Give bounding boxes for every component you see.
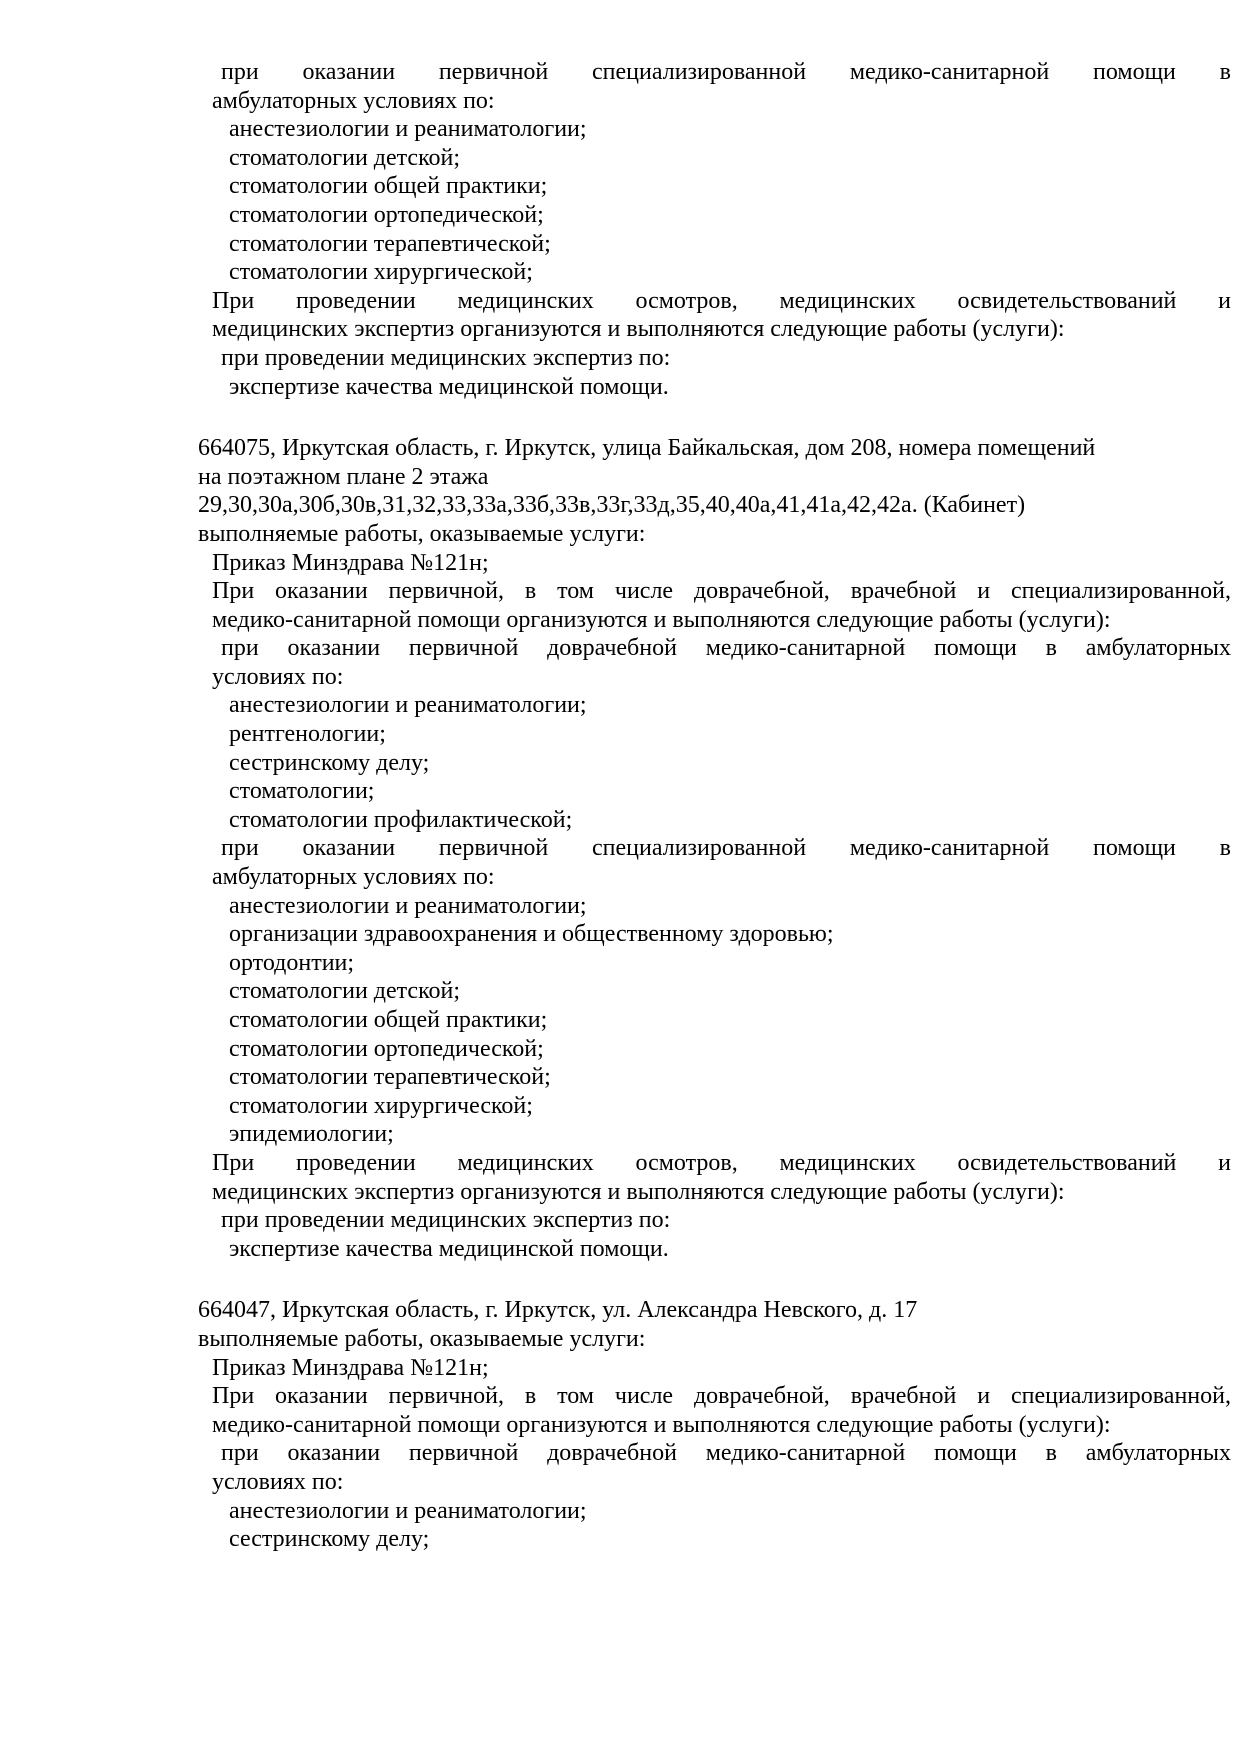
text-line: стоматологии общей практики;: [229, 1007, 548, 1033]
text-line: ортодонтии;: [229, 949, 355, 976]
text-line: 664047, Иркутская область, г. Иркутск, ул. Александра Невского, д. 17: [198, 1297, 918, 1324]
text-line: сестринскому делу;: [229, 749, 430, 776]
text-line: на поэтажном плане 2 этажа: [198, 463, 489, 490]
text-line: рентгенологии;: [229, 721, 386, 748]
text-line: стоматологии детской;: [229, 144, 461, 171]
text-line: при оказании первичной доврачебной медико-санитарной помощи в амбулаторных: [221, 635, 1231, 662]
text-line: анестезиологии и реаниматологии;: [229, 1497, 587, 1524]
text-line: амбулаторных условиях по:: [212, 87, 495, 114]
text-line: стоматологии;: [229, 778, 375, 805]
text-line: стоматологии профилактической;: [229, 806, 573, 833]
text-line: Приказ Минздрава №121н;: [212, 549, 489, 576]
text-line: стоматологии хирургической;: [229, 259, 533, 286]
text-line: При проведении медицинских осмотров, медицинских освидетельствований и: [212, 287, 1231, 314]
text-line: стоматологии хирургической;: [229, 1092, 533, 1119]
text-line: амбулаторных условиях по:: [212, 864, 495, 891]
text-line: медико-санитарной помощи организуются и выполняются следующие работы (услуги):: [212, 1411, 1111, 1438]
text-line: медицинских экспертиз организуются и выполняются следующие работы (услуги):: [212, 1178, 1065, 1205]
text-line: при проведении медицинских экспертиз по:: [221, 344, 671, 371]
section-address-664075: [198, 434, 1231, 1263]
text-line: 664075, Иркутская область, г. Иркутск, улица Байкальская, дом 208, номера помещений: [198, 435, 1096, 462]
text-line: сестринскому делу;: [229, 1526, 430, 1553]
text-line: условиях по:: [212, 663, 344, 690]
license-services-text: [198, 0, 1231, 1554]
text-line: при оказании первичной специализированной медико-санитарной помощи в: [221, 835, 1231, 862]
text-line: стоматологии ортопедической;: [229, 201, 544, 228]
text-line: При оказании первичной, в том числе доврачебной, врачебной и специализированной,: [212, 1383, 1231, 1410]
text-line: стоматологии терапевтической;: [229, 230, 551, 257]
text-line: при оказании первичной специализированной медико-санитарной помощи в: [221, 59, 1231, 85]
text-line: стоматологии детской;: [229, 978, 461, 1005]
text-line: условиях по:: [212, 1468, 344, 1495]
text-line: анестезиологии и реаниматологии;: [229, 116, 587, 143]
text-line: экспертизе качества медицинской помощи.: [229, 373, 669, 400]
text-line: стоматологии общей практики;: [229, 173, 548, 200]
section-continued-services: [198, 58, 1231, 401]
text-line: организации здравоохранения и общественному здоровью;: [229, 921, 834, 948]
text-line: эпидемиологии;: [229, 1121, 394, 1148]
text-line: стоматологии ортопедической;: [229, 1035, 544, 1062]
text-line: анестезиологии и реаниматологии;: [229, 892, 587, 919]
text-line: Приказ Минздрава №121н;: [212, 1354, 489, 1381]
text-line: экспертизе качества медицинской помощи.: [229, 1235, 669, 1262]
text-line: при оказании первичной доврачебной медико-санитарной помощи в амбулаторных: [221, 1440, 1231, 1467]
text-line: выполняемые работы, оказываемые услуги:: [198, 1325, 646, 1352]
text-line: выполняемые работы, оказываемые услуги:: [198, 520, 646, 547]
text-line: при проведении медицинских экспертиз по:: [221, 1207, 671, 1234]
text-line: анестезиологии и реаниматологии;: [229, 692, 587, 719]
section-address-664047: [198, 1296, 1231, 1553]
text-line: стоматологии терапевтической;: [229, 1064, 551, 1091]
text-line: При проведении медицинских осмотров, медицинских освидетельствований и: [212, 1149, 1231, 1176]
text-line: При оказании первичной, в том числе доврачебной, врачебной и специализированной,: [212, 578, 1231, 605]
text-line: медицинских экспертиз организуются и выполняются следующие работы (услуги):: [212, 316, 1065, 343]
text-line: медико-санитарной помощи организуются и выполняются следующие работы (услуги):: [212, 606, 1111, 633]
text-line: 29,30,30а,30б,30в,31,32,33,33а,33б,33в,33г,33д,35,40,40а,41,41а,42,42а. (Кабинет): [198, 492, 1026, 519]
